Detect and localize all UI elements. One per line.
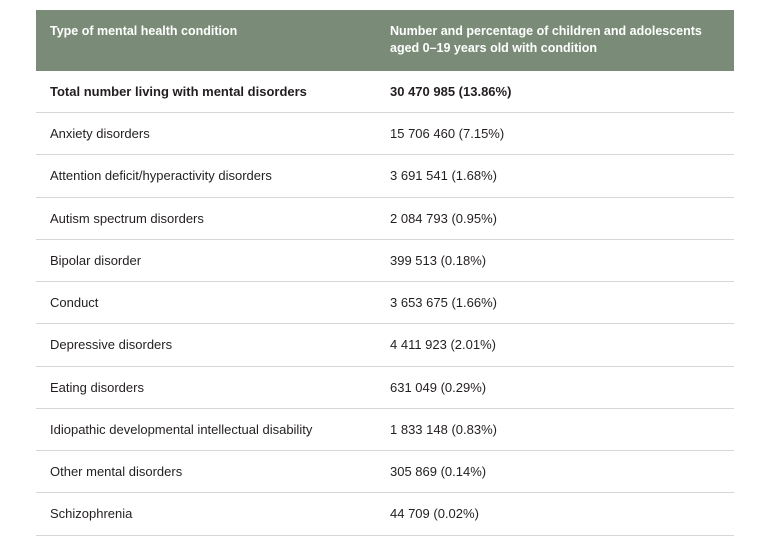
cell-number: 44 709 (0.02%) xyxy=(378,493,734,535)
table-header xyxy=(36,10,734,71)
table-row xyxy=(36,155,734,197)
table-row xyxy=(36,366,734,408)
mental-health-conditions-table xyxy=(36,10,734,536)
cell-condition: Autism spectrum disorders xyxy=(36,197,378,239)
table-row xyxy=(36,324,734,366)
table-row xyxy=(36,408,734,450)
table-row xyxy=(36,197,734,239)
cell-condition: Attention deficit/hyperactivity disorders xyxy=(36,155,378,197)
table-row xyxy=(36,113,734,155)
table-header-row xyxy=(36,10,734,71)
mental-health-conditions-table-container xyxy=(36,10,734,536)
cell-number: 631 049 (0.29%) xyxy=(378,366,734,408)
cell-condition: Idiopathic developmental intellectual disability xyxy=(36,408,378,450)
cell-number: 3 691 541 (1.68%) xyxy=(378,155,734,197)
cell-condition: Conduct xyxy=(36,282,378,324)
cell-condition: Bipolar disorder xyxy=(36,239,378,281)
cell-number: 3 653 675 (1.66%) xyxy=(378,282,734,324)
column-header-number: Number and percentage of children and adolescents aged 0–19 years old with condition xyxy=(378,10,734,71)
cell-condition: Eating disorders xyxy=(36,366,378,408)
cell-condition: Anxiety disorders xyxy=(36,113,378,155)
table-row xyxy=(36,493,734,535)
cell-number: 4 411 923 (2.01%) xyxy=(378,324,734,366)
cell-number: 305 869 (0.14%) xyxy=(378,451,734,493)
column-header-condition: Type of mental health condition xyxy=(36,10,378,71)
cell-number: 1 833 148 (0.83%) xyxy=(378,408,734,450)
table-row xyxy=(36,282,734,324)
cell-condition: Other mental disorders xyxy=(36,451,378,493)
table-row xyxy=(36,239,734,281)
cell-condition: Total number living with mental disorders xyxy=(36,71,378,113)
cell-number: 15 706 460 (7.15%) xyxy=(378,113,734,155)
cell-number: 2 084 793 (0.95%) xyxy=(378,197,734,239)
cell-condition: Schizophrenia xyxy=(36,493,378,535)
cell-condition: Depressive disorders xyxy=(36,324,378,366)
table-body xyxy=(36,71,734,535)
cell-number: 399 513 (0.18%) xyxy=(378,239,734,281)
cell-number: 30 470 985 (13.86%) xyxy=(378,71,734,113)
table-row xyxy=(36,71,734,113)
table-row xyxy=(36,451,734,493)
